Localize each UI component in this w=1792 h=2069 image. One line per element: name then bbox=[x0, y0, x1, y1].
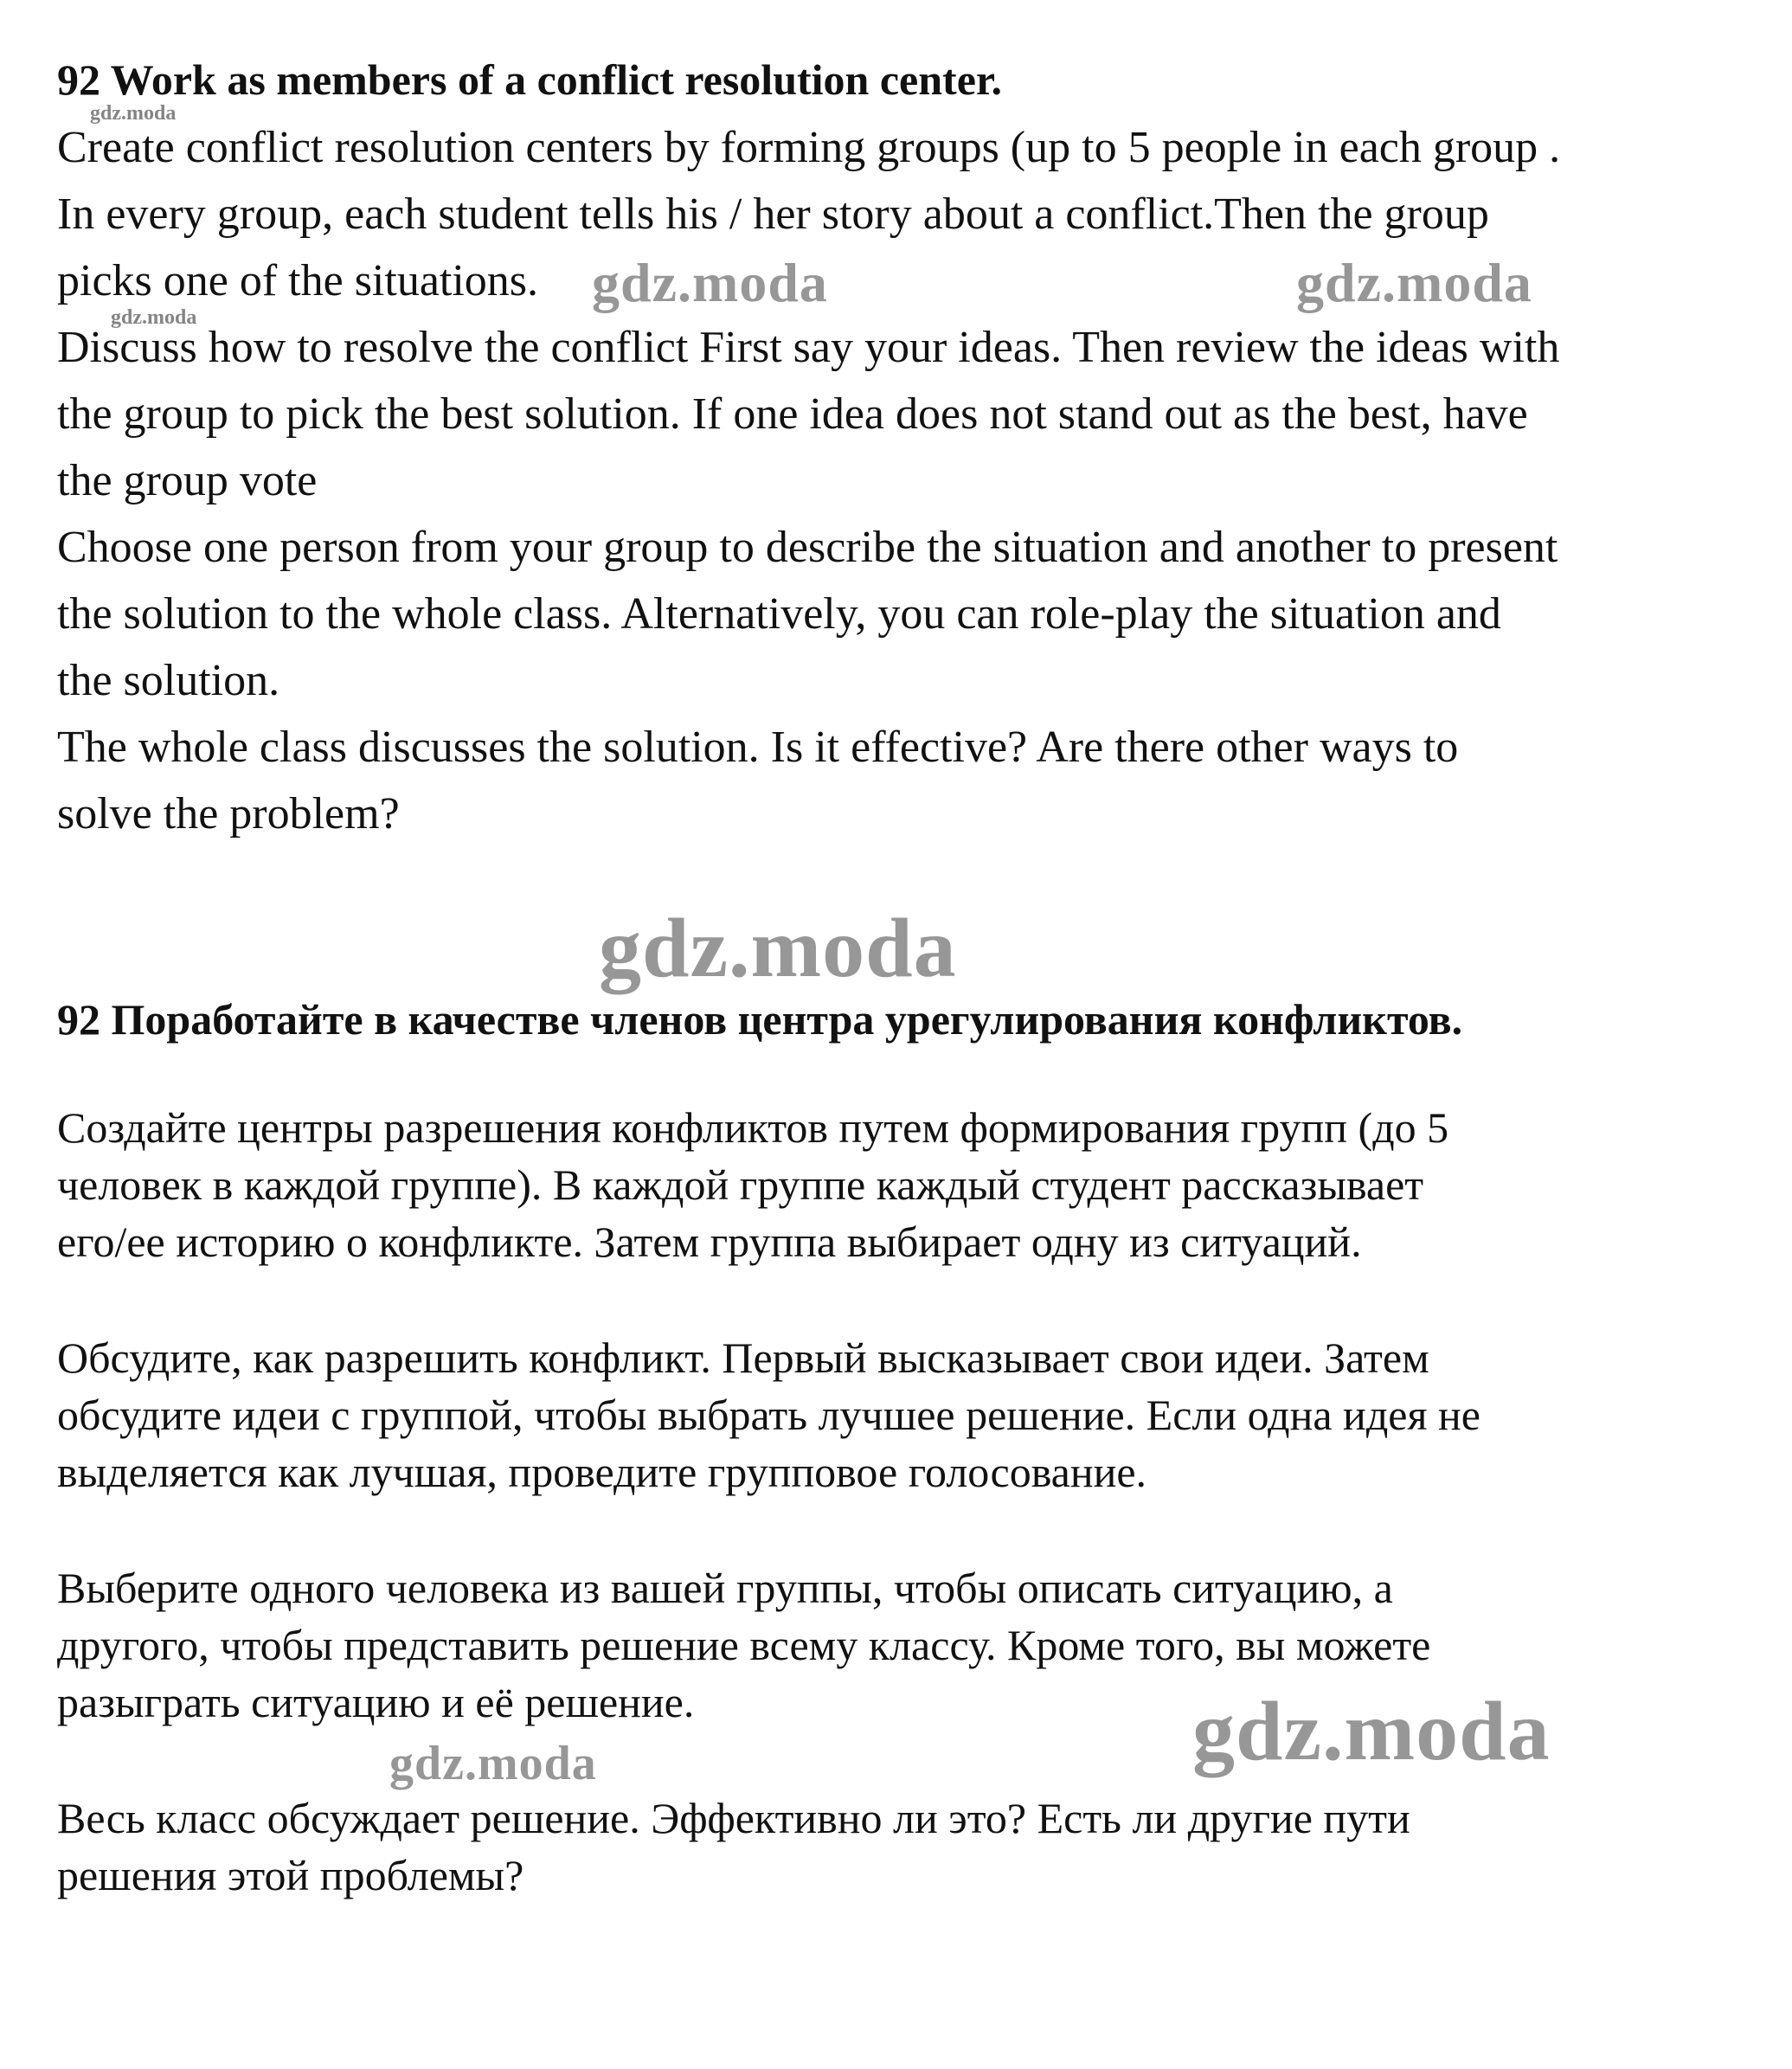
russian-line: его/ее историю о конфликте. Затем группа выбирает одну из ситуаций. bbox=[57, 1218, 1362, 1266]
russian-line: разыграть ситуацию и её решение. bbox=[57, 1678, 695, 1726]
english-title: 92 Work as members of a conflict resolution center. bbox=[57, 55, 1002, 104]
english-line: The whole class discusses the solution. Is it effective? Are there other ways to bbox=[57, 723, 1459, 772]
russian-line: выделяется как лучшая, проведите групповое голосование. bbox=[57, 1448, 1147, 1496]
english-line: the group vote bbox=[57, 456, 318, 505]
watermark-logo: gdz.moda bbox=[599, 902, 957, 995]
watermark-logo: gdz.moda bbox=[1192, 1685, 1551, 1778]
english-line: the solution to the whole class. Alternatively, you can role-play the situation and bbox=[57, 589, 1501, 639]
english-line: Discuss how to resolve the conflict First say your ideas. Then review the ideas with bbox=[57, 323, 1560, 372]
watermark-logo: gdz.moda bbox=[592, 252, 828, 313]
russian-line: Выберите одного человека из вашей группы, чтобы описать ситуацию, а bbox=[57, 1564, 1393, 1612]
watermark-logo: gdz.moda bbox=[111, 306, 197, 329]
english-line: picks one of the situations. bbox=[57, 256, 539, 305]
english-line: Choose one person from your group to describe the situation and another to present bbox=[57, 523, 1558, 572]
watermark-logo: gdz.moda bbox=[389, 1737, 597, 1790]
russian-line: Весь класс обсуждает решение. Эффективно ли это? Есть ли другие пути bbox=[57, 1794, 1410, 1842]
watermark-logo: gdz.moda bbox=[1296, 252, 1532, 313]
watermark-logo: gdz.moda bbox=[90, 102, 177, 125]
russian-line: решения этой проблемы? bbox=[57, 1851, 524, 1899]
russian-line: Обсудите, как разрешить конфликт. Первый высказывает свои идеи. Затем bbox=[57, 1333, 1429, 1382]
russian-line: Создайте центры разрешения конфликтов путем формирования групп (до 5 bbox=[57, 1103, 1449, 1152]
russian-line: человек в каждой группе). В каждой группе каждый студент рассказывает bbox=[57, 1160, 1424, 1209]
english-line: In every group, each student tells his / her story about a conflict.Then the group bbox=[57, 190, 1489, 239]
russian-line: обсудите идеи с группой, чтобы выбрать лучшее решение. Если одна идея не bbox=[57, 1391, 1480, 1439]
english-line: solve the problem? bbox=[57, 789, 400, 839]
english-line: Create conflict resolution centers by forming groups (up to 5 people in each group . bbox=[57, 123, 1561, 172]
russian-line: другого, чтобы представить решение всему классу. Кроме того, вы можете bbox=[57, 1621, 1431, 1669]
russian-title: 92 Поработайте в качестве членов центра урегулирования конфликтов. bbox=[57, 995, 1463, 1044]
english-line: the solution. bbox=[57, 656, 280, 705]
english-line: the group to pick the best solution. If one idea does not stand out as the best, have bbox=[57, 389, 1528, 439]
